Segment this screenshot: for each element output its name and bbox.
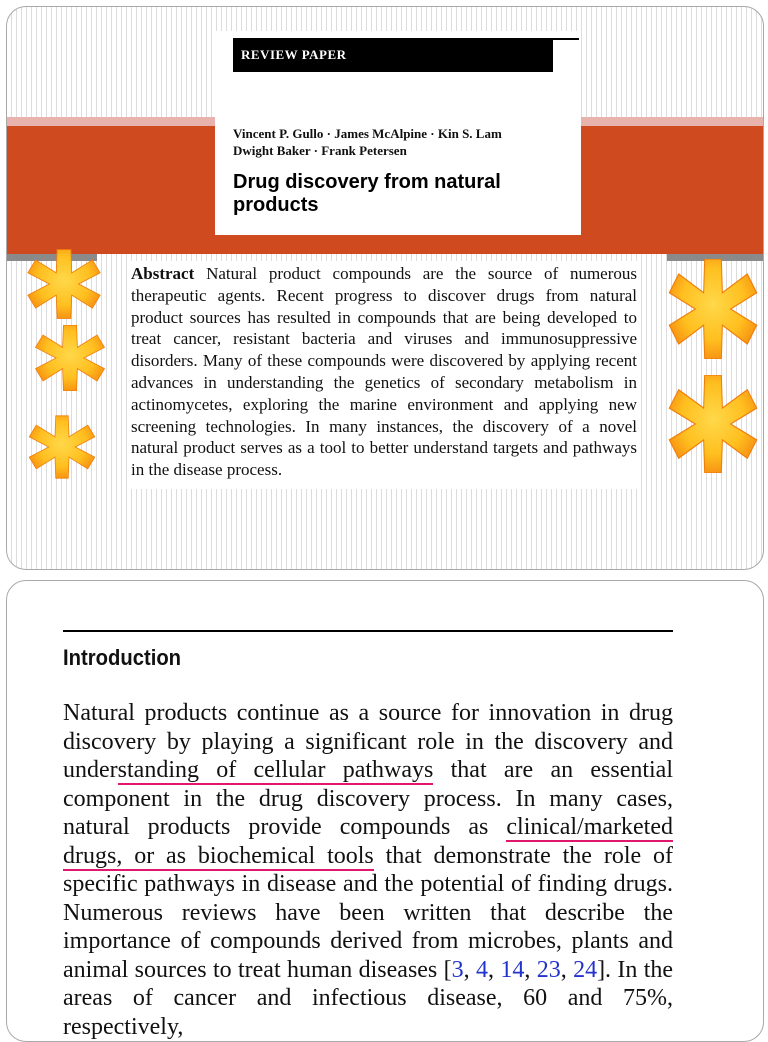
highlighted-phrase: standing of cellular pathways [117,757,434,783]
intro-paragraph: Natural products continue as a source for innovation in drug discovery by playing a significant role in the discovery and understanding of cellular pathways that are an essential component in the drug discovery process. In many cases, natural products provide compounds as clinical/marketed drugs, or as biochemical tools that demonstrate the role of specific pathways in disease and the potential of finding drugs. Numerous reviews have been written that describe the importance of compounds derived from microbes, plants and animal sources to treat human diseases [3, 4, 14, 23, 24]. In the areas of cancer and infectious disease, 60 and 75%, respectively, [63,700,674,1040]
star-icon [661,259,764,359]
authors-line-2: Dwight Baker · Frank Petersen [233,143,407,158]
paper-title: Drug discovery from natural products [233,171,501,216]
star-icon [29,325,111,391]
slide-1 [6,6,764,570]
intro-text-3: that demonstrate the role of specific pathways in disease and the potential of finding drugs. Numerous reviews have been written that describe the importance of compounds derived from microbes, plants and animal sources to treat human diseases [ [63,842,673,983]
citation-link[interactable]: 24 [573,956,598,983]
intro-text-2: that are an essential component in the drug discovery process. In many cases, natural products provide compounds as [63,757,674,840]
citation-link[interactable]: 3 [451,956,464,983]
header-rule [545,38,579,40]
intro-text-4: ]. In the areas of cancer and infectious disease, 60 and 75%, respectively, [63,956,674,1040]
star-icon [21,249,107,319]
authors [233,125,502,159]
highlighted-phrase: clinical/marketed drugs, or as biochemical tools [63,814,673,869]
star-icon [661,375,764,473]
slide-2 [6,580,764,1042]
section-rule [63,630,673,632]
citation-link[interactable]: 14 [500,956,525,983]
review-paper-label: REVIEW PAPER [233,38,553,72]
section-heading: Introduction [63,645,182,670]
abstract-text: Natural product compounds are the source of numerous therapeutic agents. Recent progress to discover drugs from natural product sources has resulted in compounds that are being developed to treat cancer, resistant bacteria and viruses and immunosuppressive disorders. Many of these compounds were discovered by applying recent advances in understanding the genetics of secondary metabolism in actinomycetes, exploring the marine environment and applying new screening technologies. In many instances, the discovery of a novel natural product serves as a tool to better understand targets and pathways in the disease process. [131,264,637,480]
paper-header [215,31,581,235]
citation-link[interactable]: 23 [536,956,561,983]
star-icon [23,415,101,479]
citation-link[interactable]: 4 [475,956,488,983]
abstract-label: Abstract [131,264,195,283]
intro-text-1: Natural products continue as a source for innovation in drug discovery by playing a significant role in the discovery and under [63,700,673,783]
abstract [131,261,637,489]
authors-line-1: Vincent P. Gullo · James McAlpine · Kin S. Lam [233,126,502,141]
